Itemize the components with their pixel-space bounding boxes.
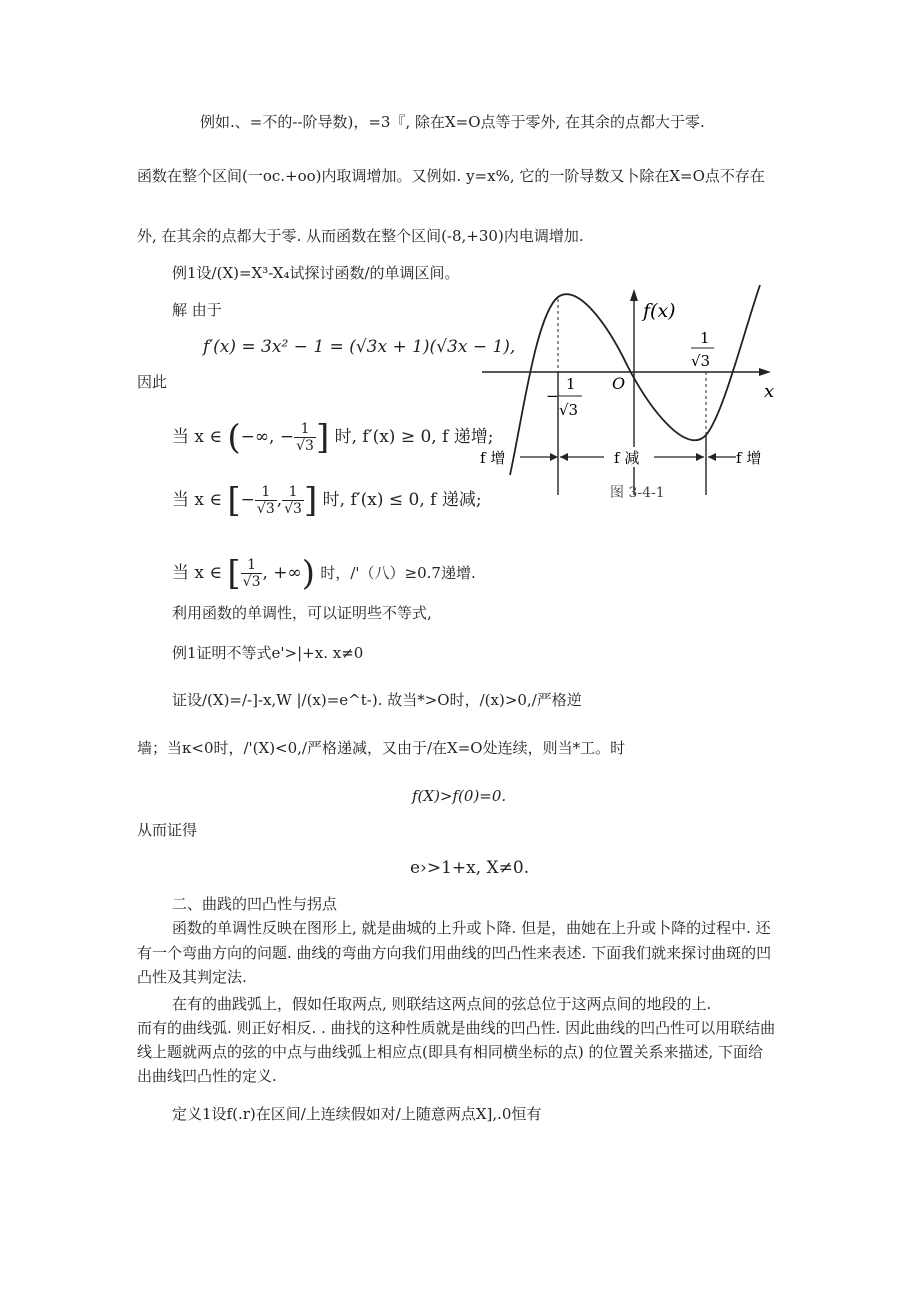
figure-3-4-1 bbox=[478, 285, 778, 500]
decreasing-label: f 减 bbox=[614, 449, 640, 467]
left-fraction-sign: − bbox=[546, 387, 559, 405]
case-3-fraction: $\frac{1}{√3}$ bbox=[242, 557, 261, 590]
left-fraction-numerator: 1 bbox=[566, 375, 576, 393]
paragraph-1-line-3: 凸性及其判定法. bbox=[137, 968, 247, 986]
case-2-fraction-right: $\frac{1}{√3}$ bbox=[284, 484, 302, 517]
case-1 bbox=[172, 417, 494, 458]
text-line-2: 函数在整个区间(一oc.+oo)内取调增加。又例如. y=x%, 它的一阶导数又卜除在X=O点不存在 bbox=[137, 167, 765, 185]
paragraph-1-line-2: 有一个弯曲方向的问题. 曲线的弯曲方向我们用曲线的凹凸性来表述. 下面我们就来探讨曲斑的凹 bbox=[137, 944, 772, 962]
case-2-tail: 时, f′(x) ≤ 0, f 递减; bbox=[322, 490, 482, 510]
example-1-proof: 例1证明不等式e'>|+x. x≠0 bbox=[172, 644, 364, 662]
proof-line-2: 墙；当κ<0时，/'(X)<0,/严格递减，又由于/在X=O处连续，则当*工。时 bbox=[137, 739, 626, 757]
text-line-3: 外, 在其余的点都大于零. 从而函数在整个区间(-8,+30)内电调增加. bbox=[137, 227, 584, 245]
case-1-tail: 时, f′(x) ≥ 0, f 递增; bbox=[334, 427, 494, 447]
increasing-left-label: f 增 bbox=[480, 449, 506, 467]
conclusion-formula: e›>1+x, X≠0. bbox=[410, 858, 530, 878]
solution-intro: 解 由于 bbox=[172, 301, 222, 319]
case-3-when: 当 x ∈ bbox=[172, 563, 222, 583]
case-2-left-sign: − bbox=[240, 490, 255, 510]
interval-arrowhead bbox=[560, 453, 568, 461]
left-fraction-denominator: √3 bbox=[559, 401, 579, 419]
function-curve bbox=[510, 285, 760, 475]
case-2-when: 当 x ∈ bbox=[172, 490, 222, 510]
figure-caption: 图 3-4-1 bbox=[610, 485, 665, 500]
text-line-5: 利用函数的单调性，可以证明些不等式, bbox=[172, 604, 432, 622]
right-fraction-denominator: √3 bbox=[691, 352, 711, 370]
origin-label: O bbox=[612, 374, 626, 393]
interval-arrowhead bbox=[696, 453, 704, 461]
case-1-fraction: $\frac{1}{√3}$ bbox=[296, 421, 314, 454]
y-axis-arrow bbox=[630, 289, 638, 301]
case-2-fraction-left: $\frac{1}{√3}$ bbox=[256, 484, 275, 517]
case-1-when: 当 x ∈ bbox=[172, 427, 222, 447]
paragraph-2-line-2: 而有的曲线弧. 则正好相反. . 曲找的这种性质就是曲线的凹凸性. 因此曲线的凹凸性可以用联结曲 bbox=[137, 1019, 776, 1037]
case-3 bbox=[172, 553, 476, 594]
example-1-heading: 例1设/(X)=X³-X₄试探讨函数/的单调区间。 bbox=[172, 264, 460, 282]
case-2 bbox=[172, 480, 482, 521]
paragraph-2-line-3: 线上题就两点的弦的中点与曲线弧上相应点(即具有相同横坐标的点) 的位置关系来描述, 下面给 bbox=[137, 1043, 764, 1061]
paragraph-2-line-4: 出曲线凹凸性的定义. bbox=[137, 1067, 277, 1085]
therefore-label: 因此 bbox=[137, 373, 168, 391]
right-bracket: ] bbox=[303, 480, 318, 521]
conclusion-label: 从而证得 bbox=[137, 821, 198, 839]
definition-1: 定义1设f(.r)在区间/上连续假如对/上随意两点X],.0恒有 bbox=[172, 1105, 542, 1123]
case-3-tail: 时，/'（八）≥0.7递增. bbox=[320, 564, 476, 582]
paragraph-1-line-1: 函数的单调性反映在图形上, 就是曲城的上升或卜降. 但是，曲她在上升或卜降的过程中. 还 bbox=[172, 919, 771, 937]
left-bracket: ( bbox=[227, 417, 241, 458]
left-bracket: [ bbox=[227, 480, 241, 521]
section-heading: 二、曲践的凹凸性与拐点 bbox=[172, 895, 338, 913]
case-3-right: , +∞ bbox=[262, 563, 302, 583]
case-1-interval-left: −∞, − bbox=[240, 427, 295, 447]
y-axis-label: f(x) bbox=[643, 300, 676, 322]
paragraph-2-line-1: 在有的曲践弧上，假如任取两点, 则联结这两点间的弦总位于这两点间的地段的上. bbox=[172, 995, 712, 1013]
derivative-formula: f′(x) = 3x² − 1 = (√3x + 1)(√3x − 1), bbox=[203, 337, 516, 357]
proof-line-1: 证设/(X)=/-]-x,W |/(x)=e^t-). 故当*>O时，/(x)>0,/严格逆 bbox=[172, 691, 582, 709]
proof-inequality: f(X)>f(0)=0. bbox=[412, 787, 507, 805]
interval-arrowhead bbox=[708, 453, 716, 461]
x-axis-arrow bbox=[759, 368, 771, 376]
x-axis-label: x bbox=[764, 381, 775, 402]
interval-arrowhead bbox=[550, 453, 558, 461]
left-bracket: [ bbox=[227, 553, 241, 594]
case-2-separator: , bbox=[276, 490, 283, 510]
right-bracket: ] bbox=[315, 417, 330, 458]
right-bracket: ) bbox=[301, 553, 315, 594]
increasing-right-label: f 增 bbox=[736, 449, 762, 467]
text-line-1: 例如.、=不的--阶导数)，=3『, 除在X=O点等于零外, 在其余的点都大于零. bbox=[200, 113, 705, 131]
right-fraction-numerator: 1 bbox=[700, 329, 710, 347]
